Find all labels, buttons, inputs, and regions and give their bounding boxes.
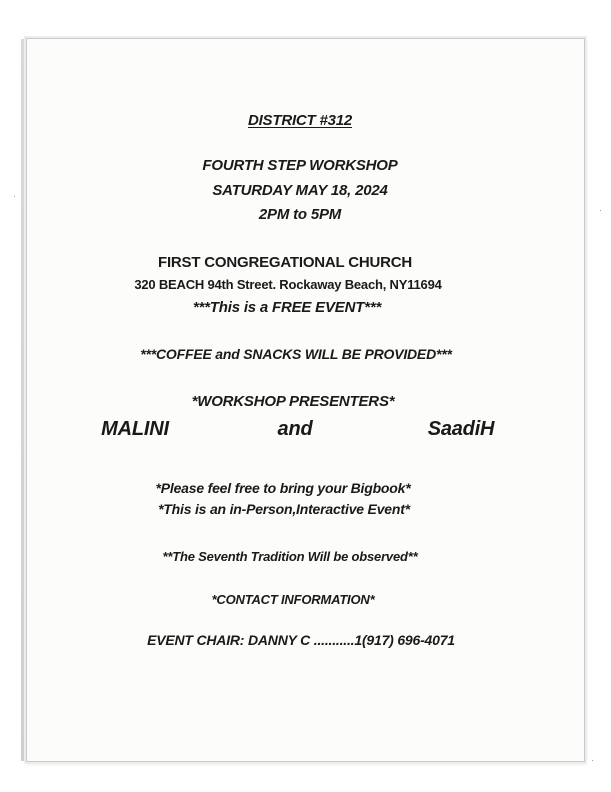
scan-speck xyxy=(600,210,601,211)
contact-heading: *CONTACT INFORMATION* xyxy=(211,592,375,607)
presenter-conjunction: and xyxy=(277,418,313,440)
bigbook-note: *Please feel free to bring your Bigbook* xyxy=(155,480,411,496)
scan-speck xyxy=(592,760,593,761)
in-person-note: *This is an in-Person,Interactive Event* xyxy=(158,501,410,517)
presenters-heading: *WORKSHOP PRESENTERS* xyxy=(191,393,395,410)
seventh-tradition-note: **The Seventh Tradition Will be observed** xyxy=(162,549,418,564)
venue-name: FIRST CONGREGATIONAL CHURCH xyxy=(157,254,413,271)
presenter-name-2: SaadiH xyxy=(427,418,495,440)
refreshments-note: ***COFFEE and SNACKS WILL BE PROVIDED*** xyxy=(140,346,452,362)
scan-speck xyxy=(14,196,15,197)
free-event-note: ***This is a FREE EVENT*** xyxy=(192,299,382,316)
district-heading: DISTRICT #312 xyxy=(247,112,353,129)
presenter-name-1: MALINI xyxy=(101,418,169,440)
event-chair-contact: EVENT CHAIR: DANNY C ...........1(917) 696-4071 xyxy=(147,632,455,648)
event-time: 2PM to 5PM xyxy=(258,206,342,223)
event-date: SATURDAY MAY 18, 2024 xyxy=(212,182,388,199)
venue-address: 320 BEACH 94th Street. Rockaway Beach, NY11694 xyxy=(134,277,442,292)
event-title: FOURTH STEP WORKSHOP xyxy=(202,157,398,174)
